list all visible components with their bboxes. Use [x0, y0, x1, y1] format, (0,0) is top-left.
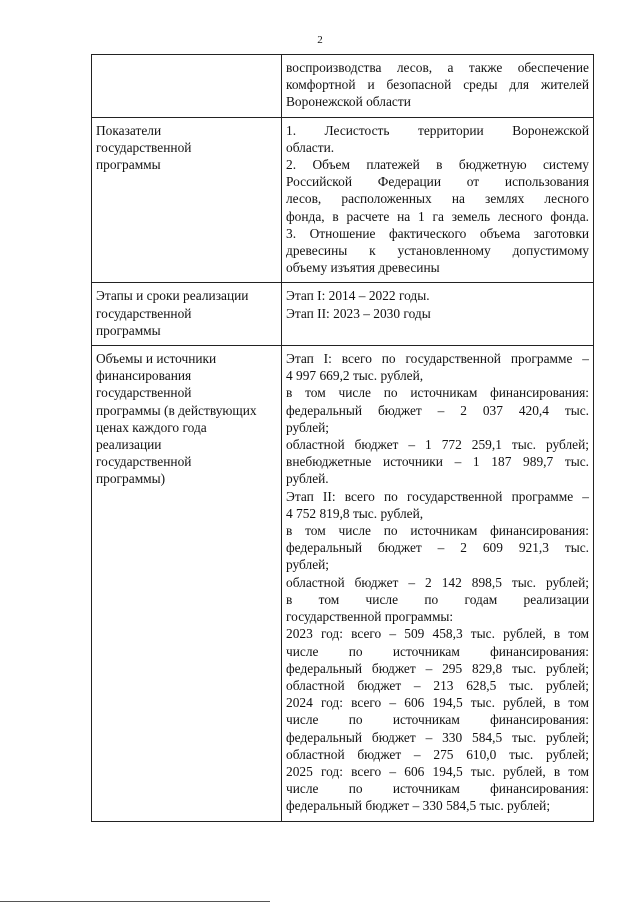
text-line: древесины к установленному допустимому: [286, 243, 589, 259]
page-number: 2: [317, 34, 323, 46]
row-label: Этапы и сроки реализации государственной программы: [92, 283, 282, 346]
text-line: областной бюджет – 1 772 259,1 тыс. рублей;: [286, 437, 589, 453]
text-line: 4 752 819,8 тыс. рублей,: [286, 505, 424, 521]
text-line: числе по источникам финансирования:: [286, 781, 589, 797]
row-indicators: [92, 117, 594, 283]
text-line: 2. Объем платежей в бюджетную систему: [286, 157, 589, 173]
text-line: Воронежской области: [286, 94, 411, 110]
text-line: 3. Отношение фактического объема заготовки: [286, 225, 589, 241]
text-line: 1. Лесистость территории Воронежской: [286, 122, 589, 138]
text-line: Этап II: всего по государственной программе –: [286, 488, 589, 504]
text-line: области.: [286, 139, 335, 155]
text-line: внебюджетные источники – 1 187 989,7 тыс.: [286, 454, 589, 470]
text-line: числе по источникам финансирования:: [286, 712, 589, 728]
text-line: областной бюджет – 213 628,5 тыс. рублей;: [286, 677, 589, 693]
row-stages: [92, 283, 594, 346]
row-value: [282, 55, 594, 118]
text-line: федеральный бюджет – 295 829,8 тыс. рублей;: [286, 660, 589, 676]
text-line: 2025 год: всего – 606 194,5 тыс. рублей, в том: [286, 763, 589, 779]
text-line: 2023 год: всего – 509 458,3 тыс. рублей, в том: [286, 626, 589, 642]
row-label: [92, 55, 282, 118]
text-line: федеральный бюджет – 330 584,5 тыс. рублей;: [286, 729, 589, 745]
text-line: федеральный бюджет – 330 584,5 тыс. рублей;: [286, 798, 551, 814]
row-value: [282, 283, 594, 346]
row-goal-continuation: [92, 55, 594, 118]
row-value: [282, 346, 594, 821]
text-line: Этап I: всего по государственной программе –: [286, 351, 589, 367]
text-line: в том числе по годам реализации: [286, 591, 589, 607]
text-line: рублей.: [286, 471, 329, 487]
text-line: комфортной и безопасной среды для жителей: [286, 77, 589, 93]
table-body: [92, 55, 594, 822]
text-line: федеральный бюджет – 2 037 420,4 тыс.: [286, 402, 589, 418]
text-line: числе по источникам финансирования:: [286, 643, 589, 659]
text-line: Этап II: 2023 – 2030 годы: [286, 305, 431, 321]
text-line: областной бюджет – 275 610,0 тыс. рублей;: [286, 746, 589, 762]
row-label: Показатели государственной программы: [92, 117, 282, 283]
text-line: лесов, расположенных на землях лесного: [286, 191, 589, 207]
program-passport-table: [91, 54, 594, 822]
text-line: Российской Федерации от использования: [286, 174, 589, 190]
row-label: Объемы и источники финансирования государственной программы (в действующих ценах каждого года реализации государственной программы): [92, 346, 282, 821]
row-funding: [92, 346, 594, 821]
row-value: [282, 117, 594, 283]
text-line: государственной программы:: [286, 609, 454, 625]
footer-rule: [0, 901, 270, 902]
text-line: федеральный бюджет – 2 609 921,3 тыс.: [286, 540, 589, 556]
text-line: рублей;: [286, 557, 330, 573]
text-line: 2024 год: всего – 606 194,5 тыс. рублей, в том: [286, 695, 589, 711]
text-line: воспроизводства лесов, а также обеспечение: [286, 60, 589, 75]
text-line: 4 997 669,2 тыс. рублей,: [286, 368, 424, 384]
text-line: в том числе по источникам финансирования:: [286, 385, 589, 401]
text-line: рублей;: [286, 419, 330, 435]
text-line: в том числе по источникам финансирования:: [286, 523, 589, 539]
text-line: фонда, в расчете на 1 га земель лесного фонда.: [286, 208, 589, 224]
text-line: областной бюджет – 2 142 898,5 тыс. рублей;: [286, 574, 589, 590]
text-line: объему изъятия древесины: [286, 260, 440, 276]
text-line: Этап I: 2014 – 2022 годы.: [286, 288, 430, 304]
